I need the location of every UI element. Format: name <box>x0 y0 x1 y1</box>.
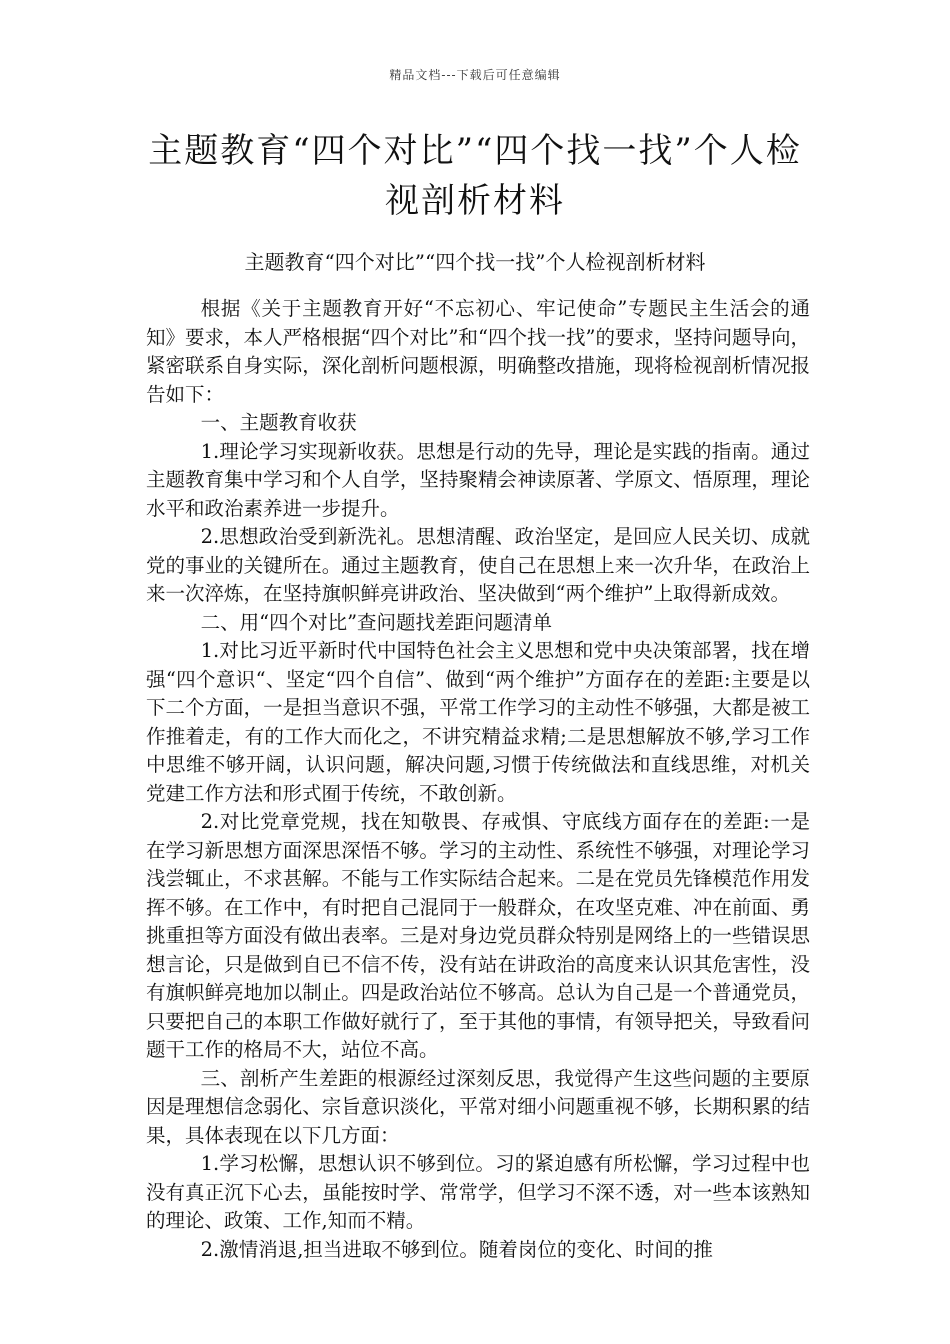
paragraph-1-2: 2.思想政治受到新洗礼。思想清醒、政治坚定，是回应人民关切、成就党的事业的关键所在。通过主题教育，使自己在思想上来一次升华，在政治上来一次淬炼，在坚持旗帜鲜亮讲政治、坚决做到“两个维护”上取得新成效。 <box>146 525 810 605</box>
paragraph-1-1: 1.理论学习实现新收获。思想是行动的先导，理论是实践的指南。通过主题教育集中学习和个人自学，坚持聚精会神读原著、学原文、悟原理，理论水平和政治素养进一步提升。 <box>146 439 810 520</box>
paragraph-2-2: 2.对比党章党规，找在知敬畏、存戒惧、守底线方面存在的差距:一是在学习新思想方面深思深悟不够。学习的主动性、系统性不够强，对理论学习浅尝辄止，不求甚解。不能与工作实际结合起来。二是在党员先锋模范作用发挥不够。在工作中，有时把自己混同于一般群众，在攻坚克难、冲在前面、勇挑重担等方面没有做出表率。三是对身边党员群众特别是网络上的一些错误思想言论，只是做到自已不信不传，没有站在讲政治的高度来认识其危害性，没有旗帜鲜亮地加以制止。四是政治站位不够高。总认为自己是一个普通党员，只要把自己的本职工作做好就行了，至于其他的事情，有领导把关，导致看问题干工作的格局不大，站位不高。 <box>146 810 810 1061</box>
section-heading-1: 一、主题教育收获 <box>200 411 357 434</box>
header-note: 精品文档---下载后可任意编辑 <box>389 68 561 82</box>
paragraph-3-2: 2.激情消退,担当进取不够到位。随着岗位的变化、时间的推 <box>200 1237 713 1261</box>
paragraph-intro: 根据《关于主题教育开好“不忘初心、牢记使命”专题民主生活会的通知》要求，本人严格根据“四个对比”和“四个找一找”的要求，坚持问题导向，紧密联系自身实际，深化剖析问题根源，明确整改措施，现将检视剖析情况报告如下： <box>146 297 810 406</box>
paragraph-3-1: 1.学习松懈，思想认识不够到位。习的紧迫感有所松懈，学习过程中也没有真正沉下心去，虽能按时学、常常学，但学习不深不透，对一些本该熟知的理论、政策、工作,知而不精。 <box>146 1152 810 1232</box>
section-heading-3: 三、剖析产生差距的根源经过深刻反思，我觉得产生这些问题的主要原因是理想信念弱化、宗旨意识淡化，平常对细小问题重视不够，长期积累的结果，具体表现在以下几方面： <box>146 1066 810 1147</box>
document-body <box>146 295 810 1264</box>
paragraph-2-1: 1.对比习近平新时代中国特色社会主义思想和党中央决策部署，找在增强“四个意识“、坚定“四个自信”、做到“两个维护”方面存在的差距:主要是以下二个方面，一是担当意识不强，平常工作学习的主动性不够强，大都是被工作推着走，有的工作大而化之，不讲究精益求精;二是思想解放不够,学习工作中思维不够开阔，认识问题，解决问题,习惯于传统做法和直线思维，对机关党建工作方法和形式囿于传统，不敢创新。 <box>146 639 810 805</box>
section-heading-2: 二、用“四个对比”查问题找差距问题清单 <box>200 610 553 634</box>
document-subtitle: 主题教育“四个对比”“四个找一找”个人检视剖析材料 <box>244 250 706 274</box>
document-title: 主题教育“四个对比”“四个找一找”个人检视剖析材料 <box>148 131 802 221</box>
